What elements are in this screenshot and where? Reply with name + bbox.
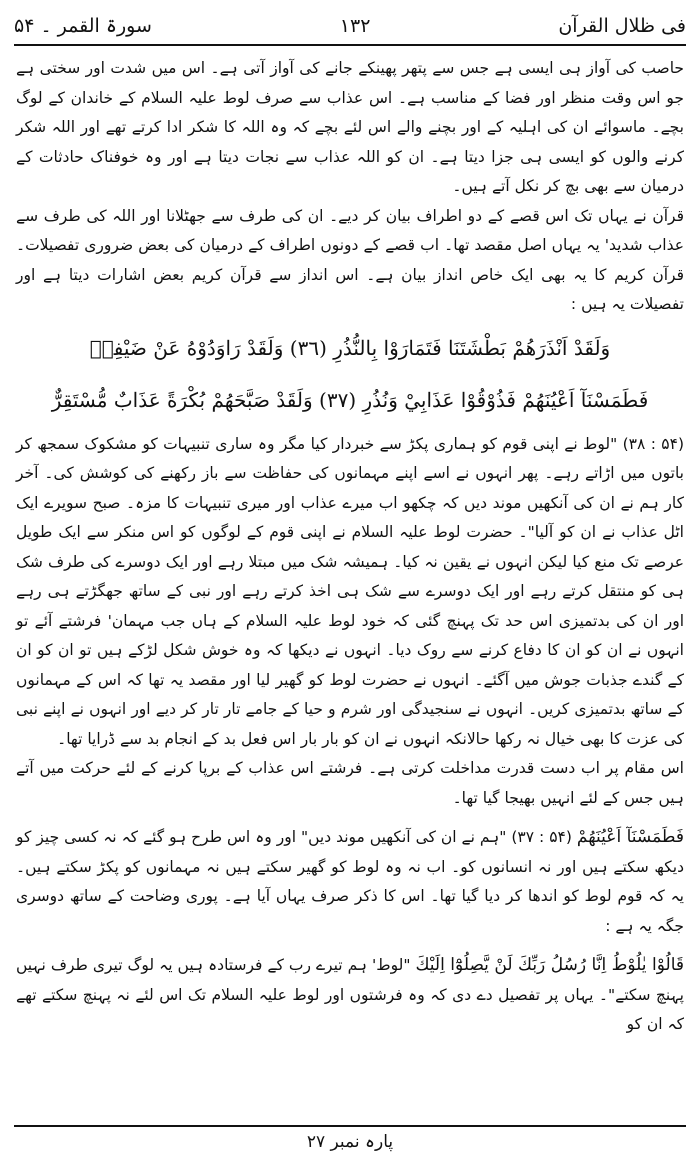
para-number: پارہ نمبر ۲۷ <box>306 1132 394 1152</box>
paragraph: حاصب کی آواز ہی ایسی ہے جس سے پتھر پھینکے جانے کی آواز آتی ہے۔ اس میں شدت اور سختی ہے جو اس وقت منظر اور فضا کے مناسب ہے۔ اس عذاب سے صرف لوط علیہ السلام کے خاندان کے لوگ بچے۔ ماسوائے ان کی اہلیہ کے اور بچنے والے اس لئے بچے کہ وہ اللہ کا شکر ادا کرتے تھے اور اللہ شکر کرنے والوں کو ایسی ہی جزا دیتا ہے۔ ان کو اللہ عذاب سے نجات دیتا ہے اور وہ خوفناک حادثات کے درمیان سے بھی بچ کر نکل آتے ہیں۔ <box>16 59 684 195</box>
paragraph-text: (۵۴ : ۳۷) "ہم نے ان کی آنکھیں موند دیں" اور وہ اس طرح ہو گئے کہ نہ کسی چیز کو دیکھ سکتے ہیں اور نہ انسانوں کو۔ اب نہ وہ لوط کو گھیر سکتے ہیں نہ مہمانوں کو پکڑ سکتے ہیں۔ یہ کہ قوم لوط کو اندھا کر دیا گیا تھا۔ اس کا ذکر صرف یہاں آیا ہے۔ پوری وضاحت کے ساتھ دوسری جگہ یہ ہے : <box>16 828 684 935</box>
page-number: ۱۳۲ <box>339 15 371 37</box>
book-title: فی ظلال القرآن <box>558 15 686 37</box>
paragraph-text: "لوط' ہم تیرے رب کے فرستادہ ہیں یہ لوگ تیری طرف نہیں پہنچ سکتے"۔ یہاں پر تفصیل دے دی کہ وہ فرشتوں اور لوط علیہ السلام تک اس لئے نہ پہنچ سکتے تھے کہ ان کو <box>16 956 684 1033</box>
inline-quran-verse: قَالُوْا يٰلُوْطُ اِنَّا رُسُلُ رَبِّكَ لَنْ يَّصِلُوْٓا اِلَيْكَ <box>415 955 685 975</box>
paragraph-with-verse <box>16 823 684 941</box>
paragraph: اس مقام پر اب دست قدرت مداخلت کرتی ہے۔ فرشتے اس عذاب کے برپا کرنے کے لئے حرکت میں آتے ہیں جس کے لئے انہیں بھیجا گیا تھا۔ <box>16 759 684 807</box>
inline-quran-verse: فَطَمَسْنَآ اَعْيُنَهُمْ <box>576 827 684 847</box>
paragraph: قرآن نے یہاں تک اس قصے کے دو اطراف بیان کر دیے۔ ان کی طرف سے جھٹلانا اور اللہ کی طرف سے عذاب شدید' یہ یہاں اصل مقصد تھا۔ اب قصے کے دونوں اطراف کے درمیان کی بعض ضروری تفصیلات۔ قرآن کریم کا یہ بھی ایک خاص انداز بیان ہے۔ اس انداز سے قرآن کریم بعض اشارات دیتا ہے اور تفصیلات یہ ہیں : <box>16 206 684 313</box>
running-header <box>14 10 686 42</box>
page-body <box>16 54 684 1040</box>
header-rule <box>14 44 686 46</box>
quran-verse-line: وَلَقَدْ اَنْذَرَهُمْ بَطْشَتَنَا فَتَمَارَوْا بِالنُّذُرِ (٣٦) وَلَقَدْ رَاوَدُوْهُ عَنْ ضَيْفِهٖ <box>89 335 611 360</box>
paragraph: (۵۴ : ۳۸) "لوط نے اپنی قوم کو ہماری پکڑ سے خبردار کیا مگر وہ ساری تنبیہات کو مشکوک سمجھ کر باتوں میں اڑاتے رہے۔ پھر انہوں نے اسے اپنے مہمانوں کی حفاظت سے باز رکھنے کی کوشش کی۔ آخر کار ہم نے ان کی آنکھیں موند دیں کہ چکھو اب میرے عذاب اور میری تنبیہات کا مزہ۔ صبح سویرے ایک اٹل عذاب نے ان کو آلیا"۔ حضرت لوط علیہ السلام نے اپنی قوم کے لوگوں کو اس منکر سے ایک طویل عرصے تک منع کیا لیکن انہوں نے یقین نہ کیا۔ ہمیشہ شک میں مبتلا رہے اور ایک دوسرے کی طرف شک ہی کو منتقل کرتے رہے اور ایک دوسرے سے شک ہی اخذ کرتے رہے اور نبی کے ساتھ جھگڑتے ہی رہے اور ان کی بدتمیزی اس حد تک پہنچ گئی کہ خود لوط علیہ السلام کے ہاں جب مہمان' فرشتے آئے تو انہوں نے ان کو ان کا دفاع کرنے سے روک دیا۔ انہوں نے دیکھا کہ وہ خوش شکل لڑکے ہیں تو ان کو ان کے گندے جذبات جوش میں آگئے۔ انہوں نے حضرت لوط کو گھیر لیا اور مقصد یہ تھا کہ اس کے مہمانوں کے ساتھ بدتمیزی کریں۔ انہوں نے سنجیدگی اور شرم و حیا کے جامے تار تار کر دیے اور انہوں نے اپنے نبی کی عزت کا بھی خیال نہ رکھا حالانکہ انہوں نے ان کو بار بار اس فعل بد کے انجام بد سے ڈرایا تھا۔ <box>16 434 684 748</box>
quran-verse-line: فَطَمَسْنَآ اَعْيُنَهُمْ فَذُوْقُوْا عَذَابِيْ وَنُذُرِ (٣٧) وَلَقَدْ صَبَّحَهُمْ بُكْرَةً عَذَابٌ مُّسْتَقِرٌّ <box>51 387 649 412</box>
paragraph-with-verse <box>16 951 684 1040</box>
footer-rule <box>14 1125 686 1127</box>
surah-label: سورۃ القمر ۔ ۵۴ <box>14 15 152 37</box>
